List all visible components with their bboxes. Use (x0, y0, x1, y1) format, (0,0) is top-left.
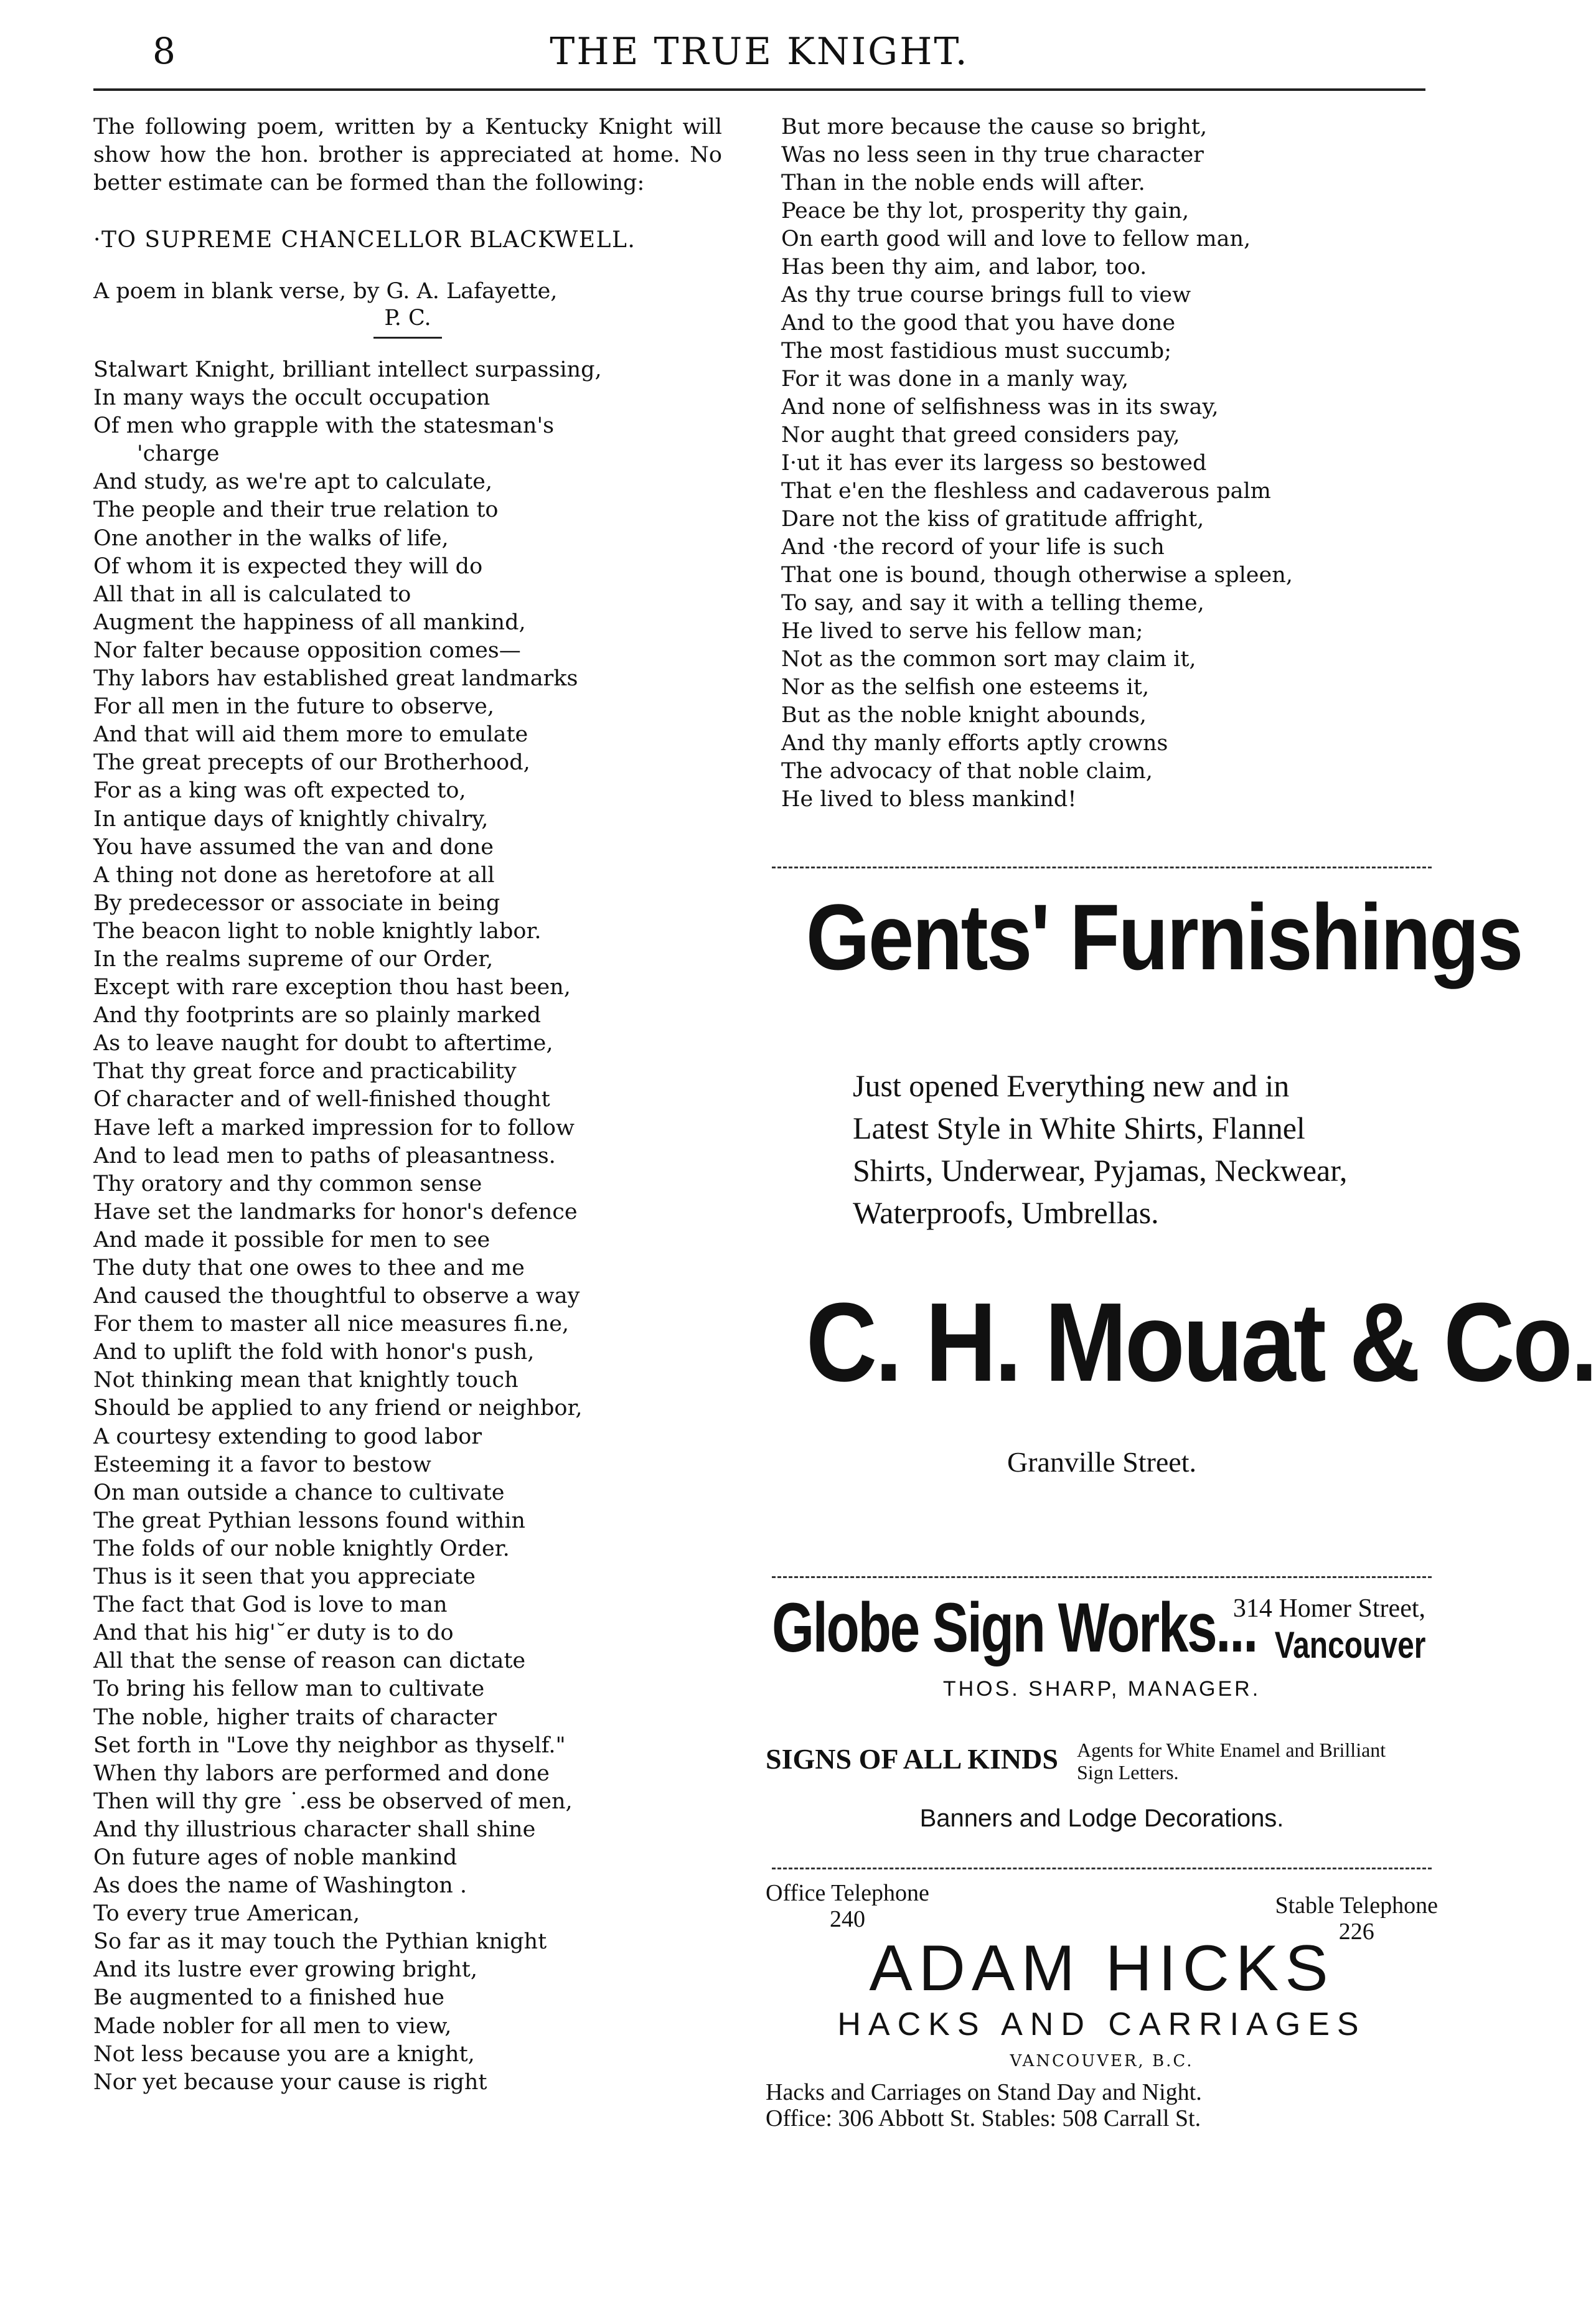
poem-line: Esteeming it a favor to bestow (93, 1452, 431, 1477)
poem-line: And that will aid them more to emulate (93, 722, 528, 748)
poem-line: In antique days of knightly chivalry, (93, 806, 489, 832)
poem-verse-left (93, 356, 722, 2097)
poem-line: Has been thy aim, and labor, too. (781, 255, 1147, 280)
header-rule (93, 88, 1425, 91)
poem-line: Nor aught that greed considers pay, (781, 423, 1180, 448)
poem-line: A courtesy extending to good labor (93, 1424, 482, 1449)
advertisement-globe-sign-works (766, 1581, 1438, 1833)
poem-line: Nor as the selfish one esteems it, (781, 675, 1150, 700)
poem-line: In the realms supreme of our Order, (93, 946, 494, 972)
poem-line: Have left a marked impression for to follow (93, 1115, 575, 1140)
poem-line: Not thinking mean that knightly touch (93, 1368, 519, 1393)
poem-line: For it was done in a manly way, (781, 367, 1129, 392)
poem-line: On earth good will and love to fellow man, (781, 227, 1251, 251)
stable-telephone-number: 226 (1338, 1919, 1374, 1945)
poem-line: The noble, higher traits of character (93, 1704, 497, 1730)
poem-line: And to lead men to paths of pleasantness. (93, 1143, 556, 1168)
poem-line: To every true American, (93, 1901, 360, 1927)
poem-line: And its lustre ever growing bright, (93, 1957, 477, 1983)
poem-line: On future ages of noble mankind (93, 1845, 458, 1870)
poem-line: The folds of our noble knightly Order. (93, 1536, 510, 1561)
poem-line: Augment the happiness of all mankind, (93, 609, 526, 635)
ad-services: SIGNS OF ALL KINDS (766, 1743, 1058, 1775)
poem-line: That thy great force and practicability (93, 1059, 517, 1084)
poem-line: All that the sense of reason can dictate (93, 1648, 526, 1674)
poem-line: By predecessor or associate in being (93, 890, 500, 916)
poem-line: And ·the record of your life is such (781, 535, 1165, 560)
poem-line: The great precepts of our Brotherhood, (93, 750, 530, 776)
poem-line: 'charge (137, 441, 220, 467)
poem-line: The duty that one owes to thee and me (93, 1256, 525, 1281)
poem-line: Thy oratory and thy common sense (93, 1171, 482, 1196)
divider (772, 867, 1432, 868)
ad-addresses: Office: 306 Abbott St. Stables: 508 Carrall St. (766, 2105, 1201, 2131)
page-number: 8 (153, 30, 176, 72)
poem-line: And to the good that you have done (781, 311, 1176, 336)
poem-line: That one is bound, though otherwise a spleen, (781, 563, 1293, 588)
poem-line: Than in the noble ends will after. (781, 171, 1145, 195)
ad-company-name: ADAM HICKS (869, 1932, 1335, 2004)
poem-line: The most fastidious must succumb; (781, 339, 1171, 364)
ad-headline: Gents' Furnishings (805, 885, 1522, 989)
poem-line: And to uplift the fold with honor's push, (93, 1340, 535, 1365)
page-header (93, 19, 1425, 87)
poem-line: And thy footprints are so plainly marked (93, 1003, 542, 1028)
ad-agents: Agents for White Enamel and Brilliant Sign Letters. (1077, 1739, 1386, 1784)
poem-line: Of character and of well-finished thought (93, 1087, 550, 1112)
poem-verse-right (781, 113, 1425, 814)
divider (772, 1576, 1432, 1578)
ad-hours: Hacks and Carriages on Stand Day and Night. (766, 2079, 1202, 2105)
poem-line: Dare not the kiss of gratitude affright, (781, 507, 1204, 532)
poem-line: Was no less seen in thy true character (781, 143, 1204, 167)
advertisement-adam-hicks (766, 1880, 1438, 2131)
right-column (781, 113, 1425, 814)
ad-company-name: Globe Sign Works... (772, 1589, 1257, 1666)
poem-line: The people and their true relation to (93, 497, 499, 523)
poem-line: Not less because you are a knight, (93, 2041, 475, 2067)
ad-city: Vancouver (1274, 1624, 1425, 1666)
poem-line: Have set the landmarks for honor's defence (93, 1199, 578, 1224)
poem-line: Thy labors hav established great landmarks (93, 666, 578, 692)
ad-city: VANCOUVER, B.C. (1010, 2052, 1194, 2070)
divider (373, 337, 442, 339)
poem-line: The fact that God is love to man (93, 1592, 448, 1618)
poem-line: For all men in the future to observe, (93, 694, 494, 720)
divider (772, 1868, 1432, 1869)
poem-line: That e'en the fleshless and cadaverous palm (781, 479, 1271, 504)
poem-title: ·TO SUPREME CHANCELLOR BLACKWELL. (93, 227, 636, 253)
ad-address: 314 Homer Street, (1232, 1594, 1425, 1623)
ad-manager: THOS. SHARP, MANAGER. (942, 1677, 1261, 1701)
ad-body: Just opened Everything new and in Latest Style in White Shirts, Flannel Shirts, Underwear, Pyjamas, Neckwear, Waterproofs, Umbrellas. (853, 1068, 1348, 1230)
poem-line: The great Pythian lessons found within (93, 1508, 525, 1533)
poem-line: So far as it may touch the Pythian knight (93, 1929, 547, 1955)
poem-line: I·ut it has ever its largess so bestowed (781, 451, 1207, 476)
poem-line: For them to master all nice measures fi.ne, (93, 1312, 570, 1337)
poem-line: But more because the cause so bright, (781, 115, 1208, 139)
poem-line: Except with rare exception thou hast been, (93, 975, 571, 1000)
poem-intro: The following poem, written by a Kentucky Knight will show how the hon. brother is appreciated at home. No better estimate can be formed than the following: (93, 115, 722, 195)
poem-line: And study, as we're apt to calculate, (93, 469, 493, 495)
poem-line: And that his hig'˘er duty is to do (93, 1620, 454, 1646)
poem-line: As to leave naught for doubt to aftertime, (93, 1031, 553, 1056)
poem-line: Of men who grapple with the statesman's (93, 413, 555, 439)
poem-line: Nor yet because your cause is right (93, 2069, 487, 2095)
poem-line: He lived to serve his fellow man; (781, 619, 1143, 644)
poem-line: To say, and say it with a telling theme, (781, 591, 1204, 616)
ad-banners: Banners and Lodge Decorations. (919, 1805, 1284, 1832)
ad-company-name: C. H. Mouat & Co. (805, 1280, 1596, 1405)
poem-line: As does the name of Washington . (93, 1873, 467, 1899)
poem-line: When thy labors are performed and done (93, 1760, 550, 1786)
ad-street: Granville Street. (1007, 1446, 1196, 1478)
office-telephone-number: 240 (829, 1906, 865, 1932)
poem-line: Peace be thy lot, prosperity thy gain, (781, 199, 1190, 223)
poem-byline: A poem in blank verse, by G. A. Lafayette, (93, 279, 558, 304)
poem-line: And none of selfishness was in its sway, (781, 395, 1219, 420)
poem-line: Made nobler for all men to view, (93, 2013, 452, 2039)
poem-line: And made it possible for men to see (93, 1227, 491, 1252)
poem-line: Of whom it is expected they will do (93, 553, 483, 579)
poem-line: One another in the walks of life, (93, 525, 449, 551)
poem-line: And thy manly efforts aptly crowns (781, 731, 1168, 756)
poem-line: On man outside a chance to cultivate (93, 1480, 505, 1505)
poem-line: In many ways the occult occupation (93, 385, 491, 411)
poem-line: The beacon light to noble knightly labor. (93, 918, 542, 944)
poem-line: As thy true course brings full to view (781, 283, 1191, 308)
office-telephone-label: Office Telephone (766, 1880, 929, 1906)
poem-line: A thing not done as heretofore at all (93, 862, 495, 888)
advertisement-gents-furnishings (766, 884, 1596, 1478)
left-column (93, 113, 722, 2097)
poem-line: Thus is it seen that you appreciate (93, 1564, 476, 1590)
poem-line: All that in all is calculated to (93, 581, 411, 607)
poem-line: The advocacy of that noble claim, (781, 759, 1153, 784)
poem-line: But as the noble knight abounds, (781, 703, 1147, 728)
poem-line: And thy illustrious character shall shine (93, 1816, 536, 1842)
poem-line: Then will thy gre ˙.ess be observed of men, (93, 1788, 573, 1814)
poem-line: Be augmented to a finished hue (93, 1985, 444, 2011)
poem-line: To bring his fellow man to cultivate (93, 1676, 485, 1702)
poem-line: Stalwart Knight, brilliant intellect surpassing, (93, 357, 602, 382)
poem-line: For as a king was oft expected to, (93, 778, 466, 804)
poem-line: Set forth in "Love thy neighbor as thyself." (93, 1732, 566, 1758)
poem-line: And caused the thoughtful to observe a way (93, 1284, 580, 1309)
publication-title: THE TRUE KNIGHT. (550, 30, 969, 73)
poem-line: Nor falter because opposition comes— (93, 637, 521, 663)
stable-telephone-label: Stable Telephone (1275, 1892, 1438, 1919)
poem-byline-title: P. C. (384, 306, 431, 331)
poem-line: Not as the common sort may claim it, (781, 647, 1196, 672)
poem-line: He lived to bless mankind! (781, 787, 1077, 812)
poem-line: Should be applied to any friend or neighbor, (93, 1396, 583, 1421)
poem-line: You have assumed the van and done (93, 834, 494, 860)
ad-subtitle: HACKS AND CARRIAGES (837, 2006, 1366, 2042)
